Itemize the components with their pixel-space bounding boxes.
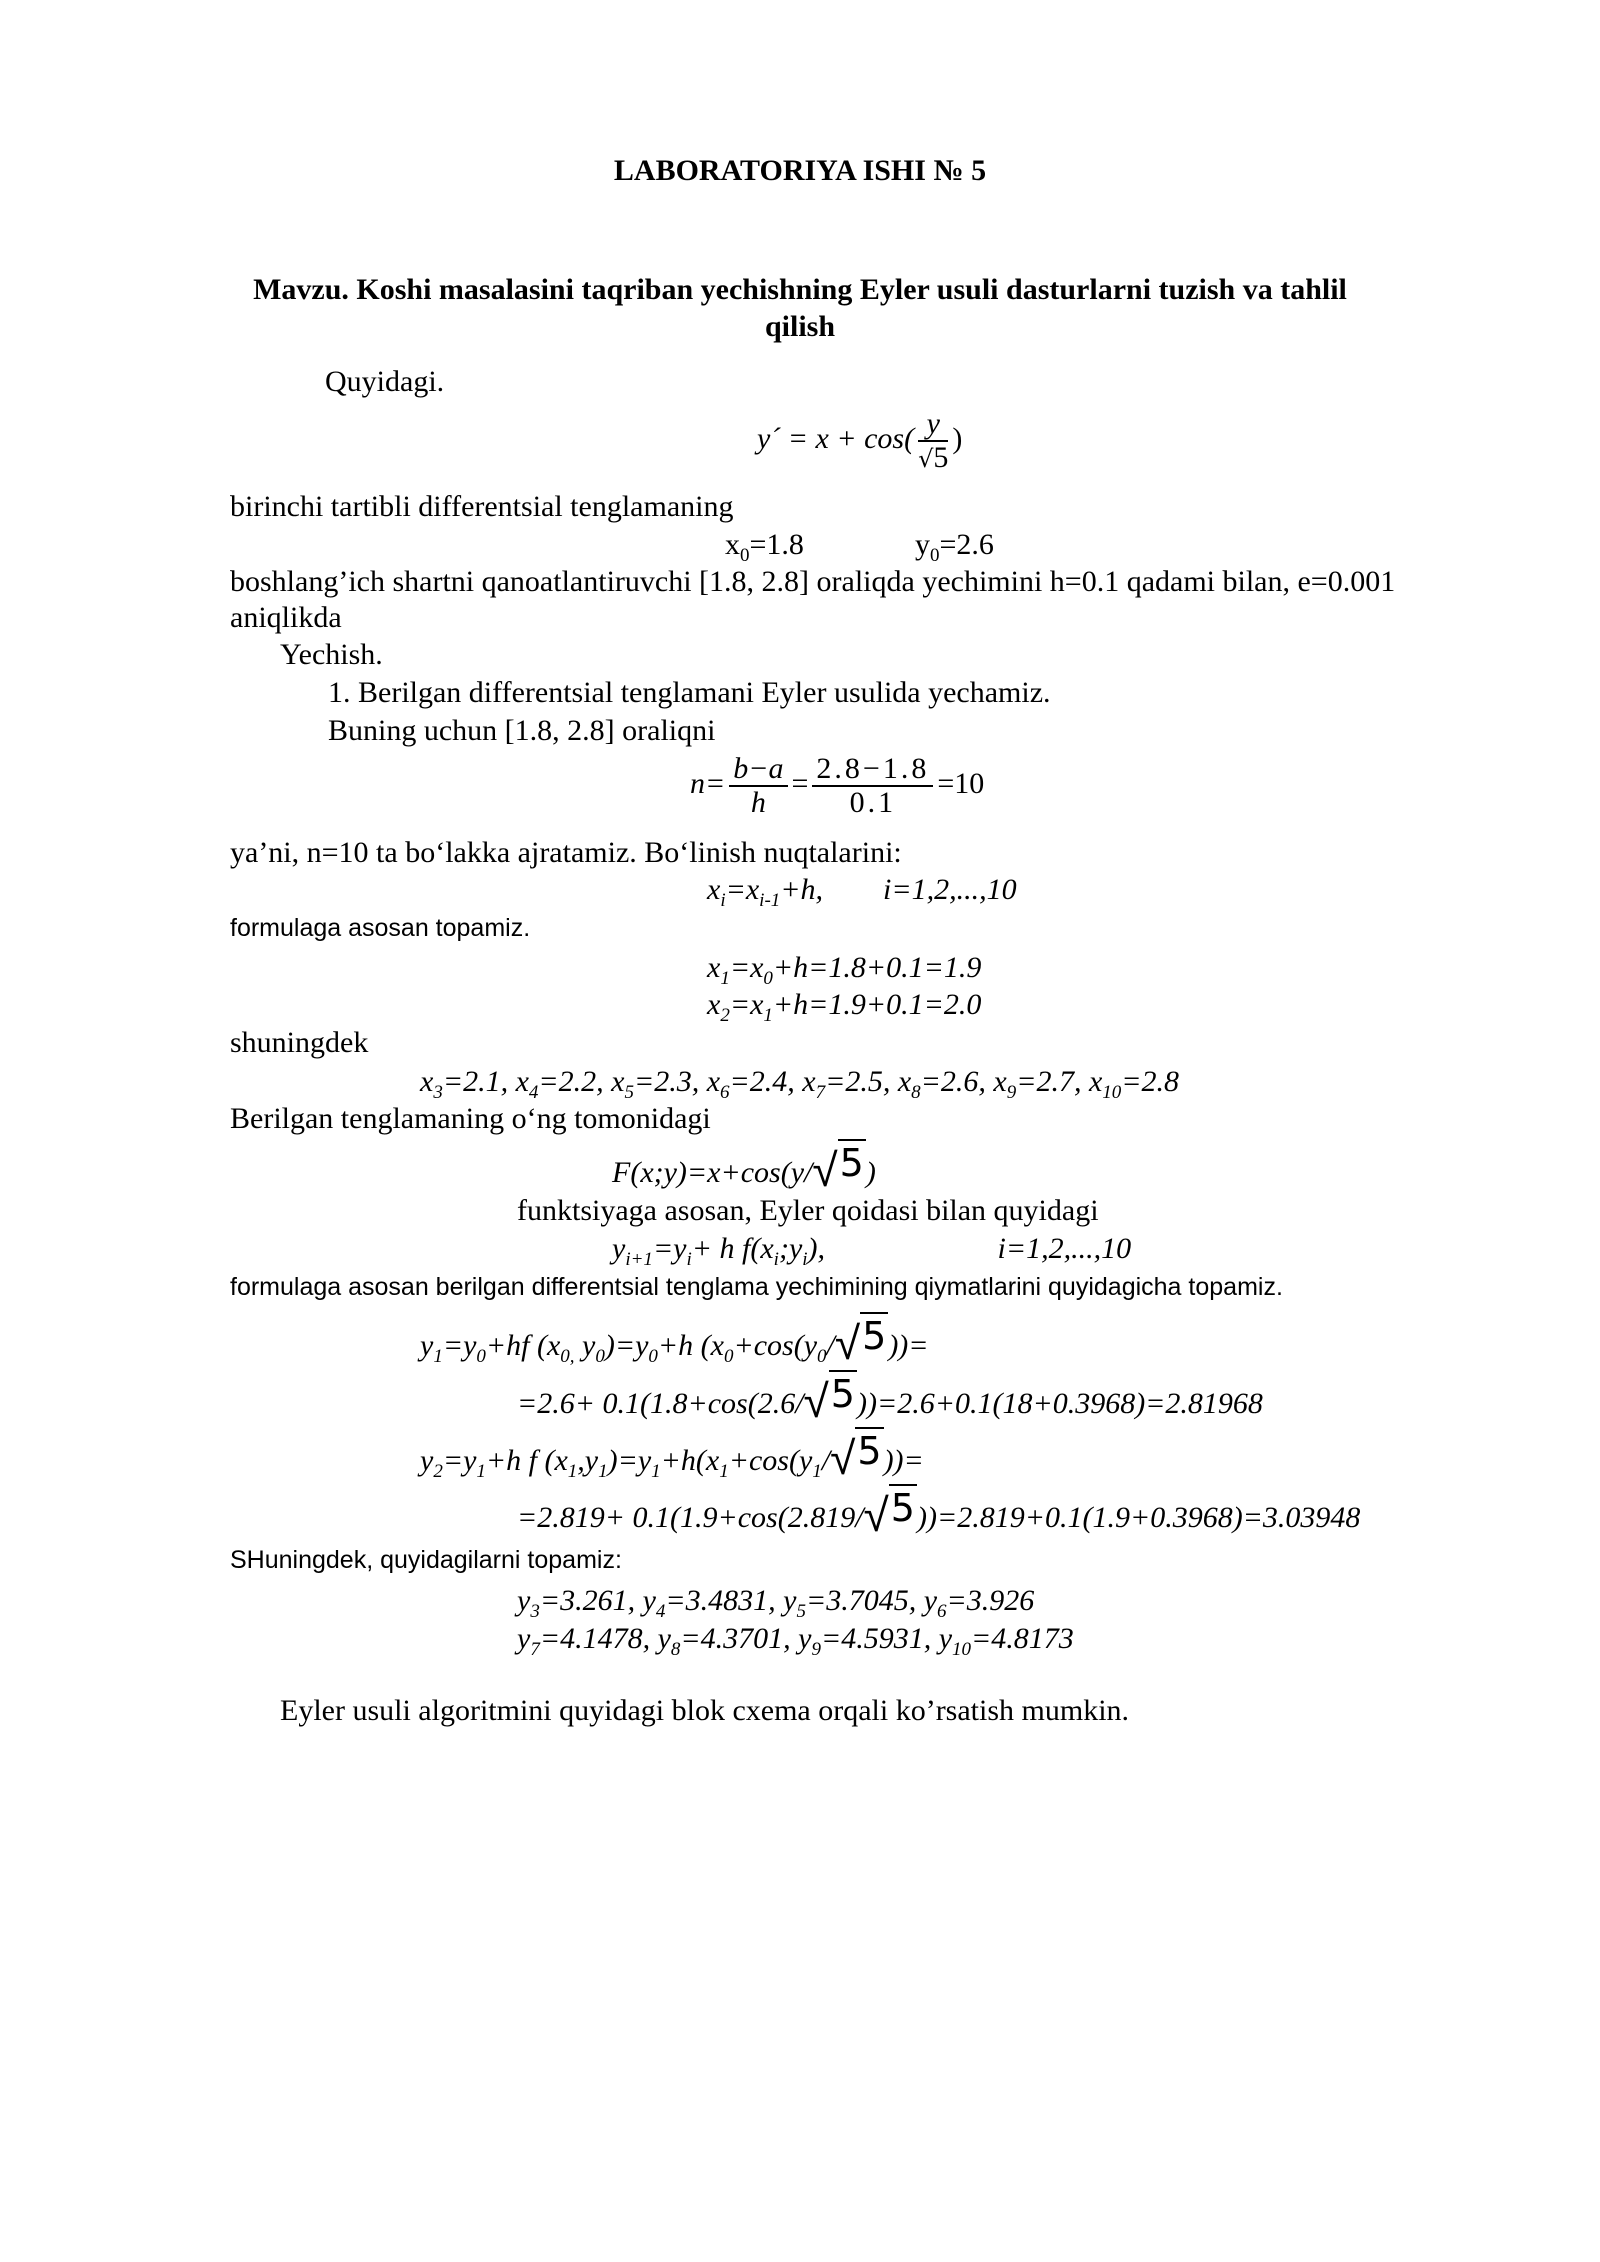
n-equation-num1: b−a <box>729 753 787 787</box>
n-equation-result: =10 <box>937 767 985 800</box>
paragraph-formula-2: formulaga asosan berilgan differentsial tenglama yechimining qiymatlarini quyidagicha topamiz. <box>230 1273 1283 1301</box>
euler-formula: $y_{i+1}=y_i+ h$ $f(x_i;y_i)$, i=1,2,...,10 <box>612 1232 1132 1270</box>
paragraph-boshlang-1: boshlang’ich shartni qanoatlantiruvchi [1.8, 2.8] oraliqda yechimini h=0.1 qadami bilan, e=0.001 <box>230 565 1396 598</box>
sqrt-5: √5 <box>812 1141 864 1197</box>
paragraph-shuningdek-2: SHuningdek, quyidagilarni topamiz: <box>230 1546 622 1574</box>
main-equation-denominator: 5 <box>933 440 949 474</box>
sqrt-5-value: 5 <box>890 1486 915 1530</box>
n-equation-den1: h <box>750 786 766 820</box>
sqrt-symbol: √ <box>918 444 934 473</box>
main-equation-lhs: y´ = x + cos( <box>757 422 915 455</box>
sqrt-5-value: 5 <box>839 1141 864 1185</box>
paragraph-formula-1: formulaga asosan topamiz. <box>230 914 531 942</box>
sqrt-5: √5 <box>803 1372 855 1428</box>
paragraph-yechish: Yechish. <box>280 638 383 671</box>
n-equation <box>690 748 984 820</box>
n-equation-num2: 2.8−1.8 <box>812 753 933 787</box>
initial-y0: $y_0=2.6$ <box>915 528 994 566</box>
paragraph-yani: ya’ni, n=10 ta bo‘lakka ajratamiz. Bo‘linish nuqtalarini: <box>230 836 902 869</box>
xi-formula: $x_i=x_{i-1}+h$, i=1,2,...,10 <box>707 873 1017 911</box>
sqrt-5-value: 5 <box>830 1372 855 1416</box>
y1-equation-line-2 <box>517 1372 1263 1428</box>
main-equation-numerator: y <box>918 408 948 442</box>
sqrt-5: √5 <box>863 1486 915 1542</box>
paragraph-quyidagi: Quyidagi. <box>325 365 445 398</box>
topic-line-1: Mavzu. Koshi masalasini taqriban yechishning Eyler usuli dasturlarni tuzish va tahlil <box>253 273 1347 306</box>
paragraph-eyler: Eyler usuli algoritmini quyidagi blok cxema orqali ko’rsatish mumkin. <box>280 1694 1130 1727</box>
initial-x0: $x_0=1.8$ <box>725 528 804 566</box>
F-function-post: ) <box>865 1156 876 1189</box>
y2-line-2-pre: =2.819+ 0.1(1.9+cos(2.819/ <box>517 1501 864 1534</box>
sqrt-5: √5 <box>830 1429 882 1485</box>
paragraph-buning: Buning uchun [1.8, 2.8] oraliqni <box>328 714 716 747</box>
sqrt-5: √5 <box>834 1314 887 1370</box>
paragraph-boshlang-2: aniqlikda <box>230 601 342 634</box>
main-equation-rhs: ) <box>952 422 963 455</box>
n-equation-eq: = <box>791 767 809 800</box>
y1-line-2-post: ))=2.6+0.1(18+0.3968)=2.81968 <box>856 1387 1263 1420</box>
F-function-pre: F(x;y)=x+cos(y/ <box>612 1156 813 1189</box>
paragraph-step1: 1. Berilgan differentsial tenglamani Eyler usulida yechamiz. <box>328 676 1051 709</box>
paragraph-birinchi: birinchi tartibli differentsial tenglamaning <box>230 490 734 523</box>
sqrt-5-value: 5 <box>862 1314 887 1358</box>
y2-line-2-post: ))=2.819+0.1(1.9+0.3968)=3.03948 <box>916 1501 1361 1534</box>
x-values-list: $x_3=2.1$, $x_4=2.2$, $x_5=2.3$, $x_6=2.4$, $x_7=2.5$, $x_8=2.6$, $x_9=2.7$, $x_{10}=2.8$ <box>420 1065 1180 1103</box>
y2-equation-line-1: $y_2=y_1+h$ f $(x_1,y_1)=y_1+h(x_1+\cos(y_1/√5))=$ <box>420 1429 924 1485</box>
n-equation-n: n= <box>690 767 726 800</box>
paragraph-shuningdek: shuningdek <box>230 1026 369 1059</box>
x1-equation: $x_1=x_0+h=1.8+0.1=1.9$ <box>707 951 982 989</box>
F-function <box>612 1141 876 1197</box>
topic-line-2: qilish <box>764 310 836 343</box>
y-values-line-2: $y_7=4.1478$, $y_8=4.3701$, $y_9=4.5931$, $y_{10}=4.8173$ <box>517 1622 1074 1660</box>
paragraph-funkts: funktsiyaga asosan, Eyler qoidasi bilan quyidagi <box>517 1194 1099 1227</box>
document-title: LABORATORIYA ISHI № 5 <box>613 154 987 187</box>
main-equation <box>757 404 962 475</box>
sqrt-5-value: 5 <box>857 1429 882 1473</box>
y-values-line-1: $y_3=3.261$, $y_4=3.4831$, $y_5=3.7045$, $y_6=3.926$ <box>517 1584 1035 1622</box>
x2-equation: $x_2=x_1+h=1.9+0.1=2.0$ <box>707 988 982 1026</box>
y2-equation-line-2 <box>517 1486 1361 1542</box>
paragraph-berilgan: Berilgan tenglamaning o‘ng tomonidagi <box>230 1102 711 1135</box>
n-equation-den2: 0.1 <box>849 786 897 820</box>
y1-line-2-pre: =2.6+ 0.1(1.8+cos(2.6/ <box>517 1387 804 1420</box>
y1-equation-line-1: $y_1=y_0+hf$ ($x_{0,}$ $y_0)=y_0+h$ $(x_0+\cos(y_0/√5))=$ <box>420 1314 929 1370</box>
